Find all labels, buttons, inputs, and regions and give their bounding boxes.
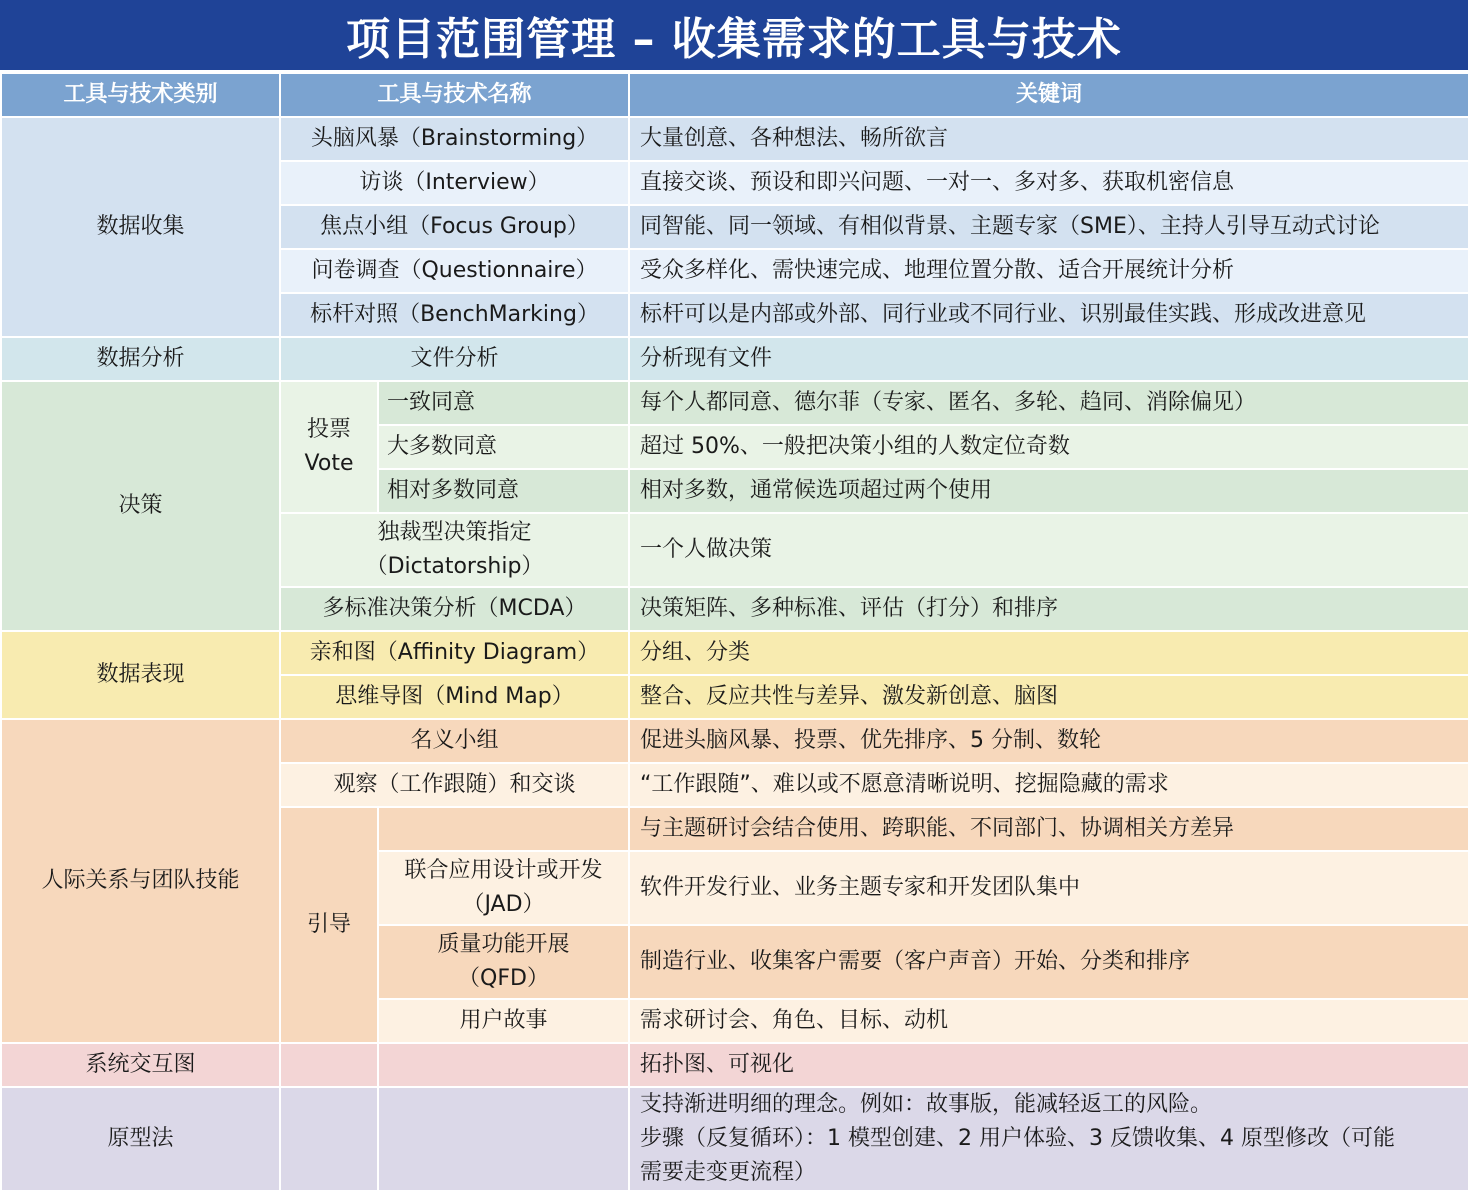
table-row (1, 117, 1468, 161)
tool-name-line: 独裁型决策指定 (377, 520, 532, 545)
empty-cell (378, 1043, 629, 1087)
tool-keywords: “工作跟随”、难以或不愿意清晰说明、挖掘隐藏的需求 (629, 763, 1468, 807)
keywords-line: 需要走变更流程） (640, 1160, 817, 1185)
tool-name (378, 925, 629, 999)
category-prototype: 原型法 (1, 1087, 280, 1191)
tool-keywords: 受众多样化、需快速完成、地理位置分散、适合开展统计分析 (629, 249, 1468, 293)
tool-name-line: （JAD） (462, 892, 545, 917)
tool-keywords: 制造行业、收集客户需要（客户声音）开始、分类和排序 (629, 925, 1468, 999)
vote-label-cn: 投票 (306, 417, 351, 442)
subgroup-vote (280, 381, 378, 513)
tool-name: 问卷调查（Questionnaire） (280, 249, 629, 293)
tool-name-line: （QFD） (458, 966, 549, 991)
tool-keywords: 相对多数，通常候选项超过两个使用 (629, 469, 1468, 513)
table-row (1, 719, 1468, 763)
tool-name: 访谈（Interview） (280, 161, 629, 205)
tool-keywords: 分组、分类 (629, 631, 1468, 675)
tool-keywords: 分析现有文件 (629, 337, 1468, 381)
keywords-line: 支持渐进明细的理念。例如：故事版，能减轻返工的风险。 (640, 1092, 1213, 1117)
tool-name: 标杆对照（BenchMarking） (280, 293, 629, 337)
tool-name: 头脑风暴（Brainstorming） (280, 117, 629, 161)
header-row (1, 73, 1468, 117)
tool-name: 一致同意 (378, 381, 629, 425)
vote-label-en: Vote (304, 451, 354, 476)
tool-name: 焦点小组（Focus Group） (280, 205, 629, 249)
empty-cell (378, 1087, 629, 1191)
tool-keywords: 每个人都同意、德尔菲（专家、匿名、多轮、趋同、消除偏见） (629, 381, 1468, 425)
tool-name-line: 联合应用设计或开发 (404, 858, 603, 883)
tool-keywords: 一个人做决策 (629, 513, 1468, 587)
tool-name: 用户故事 (378, 999, 629, 1043)
tool-keywords: 促进头脑风暴、投票、优先排序、5 分制、数轮 (629, 719, 1468, 763)
header-name: 工具与技术名称 (280, 73, 629, 117)
table-row (1, 381, 1468, 425)
tool-keywords: 标杆可以是内部或外部、同行业或不同行业、识别最佳实践、形成改进意见 (629, 293, 1468, 337)
tool-keywords: 超过 50%、一般把决策小组的人数定位奇数 (629, 425, 1468, 469)
tool-name: 文件分析 (280, 337, 629, 381)
tool-keywords (629, 1087, 1468, 1191)
tool-name (378, 851, 629, 925)
tool-name: 亲和图（Affinity Diagram） (280, 631, 629, 675)
tool-name: 相对多数同意 (378, 469, 629, 513)
page-title: 项目范围管理 – 收集需求的工具与技术 (0, 0, 1468, 70)
tool-keywords: 拓扑图、可视化 (629, 1043, 1468, 1087)
header-category: 工具与技术类别 (1, 73, 280, 117)
tool-keywords: 大量创意、各种想法、畅所欲言 (629, 117, 1468, 161)
tool-name (378, 807, 629, 851)
tool-name: 多标准决策分析（MCDA） (280, 587, 629, 631)
tool-keywords: 同智能、同一领域、有相似背景、主题专家（SME）、主持人引导互动式讨论 (629, 205, 1468, 249)
tool-keywords: 与主题研讨会结合使用、跨职能、不同部门、协调相关方差异 (629, 807, 1468, 851)
tools-table (0, 72, 1468, 1192)
category-decision: 决策 (1, 381, 280, 631)
table-row (1, 337, 1468, 381)
category-data-collection: 数据收集 (1, 117, 280, 337)
tool-name: 观察（工作跟随）和交谈 (280, 763, 629, 807)
category-interpersonal: 人际关系与团队技能 (1, 719, 280, 1043)
tool-keywords: 决策矩阵、多种标准、评估（打分）和排序 (629, 587, 1468, 631)
tool-name: 名义小组 (280, 719, 629, 763)
category-data-representation: 数据表现 (1, 631, 280, 719)
subgroup-facilitation: 引导 (280, 807, 378, 1043)
tool-keywords: 整合、反应共性与差异、激发新创意、脑图 (629, 675, 1468, 719)
tool-keywords: 直接交谈、预设和即兴问题、一对一、多对多、获取机密信息 (629, 161, 1468, 205)
tool-name-line: （Dictatorship） (365, 554, 544, 579)
table-row (1, 1087, 1468, 1191)
empty-cell (280, 1087, 378, 1191)
table-row (1, 1043, 1468, 1087)
header-keywords: 关键词 (629, 73, 1468, 117)
tool-name-line: 质量功能开展 (437, 932, 570, 957)
table-row (1, 631, 1468, 675)
tool-name (280, 513, 629, 587)
category-context-diagram: 系统交互图 (1, 1043, 280, 1087)
tool-name: 大多数同意 (378, 425, 629, 469)
tool-name: 思维导图（Mind Map） (280, 675, 629, 719)
category-data-analysis: 数据分析 (1, 337, 280, 381)
tool-keywords: 软件开发行业、业务主题专家和开发团队集中 (629, 851, 1468, 925)
keywords-line: 步骤（反复循环）：1 模型创建、2 用户体验、3 反馈收集、4 原型修改（可能 (640, 1126, 1395, 1151)
tool-keywords: 需求研讨会、角色、目标、动机 (629, 999, 1468, 1043)
empty-cell (280, 1043, 378, 1087)
